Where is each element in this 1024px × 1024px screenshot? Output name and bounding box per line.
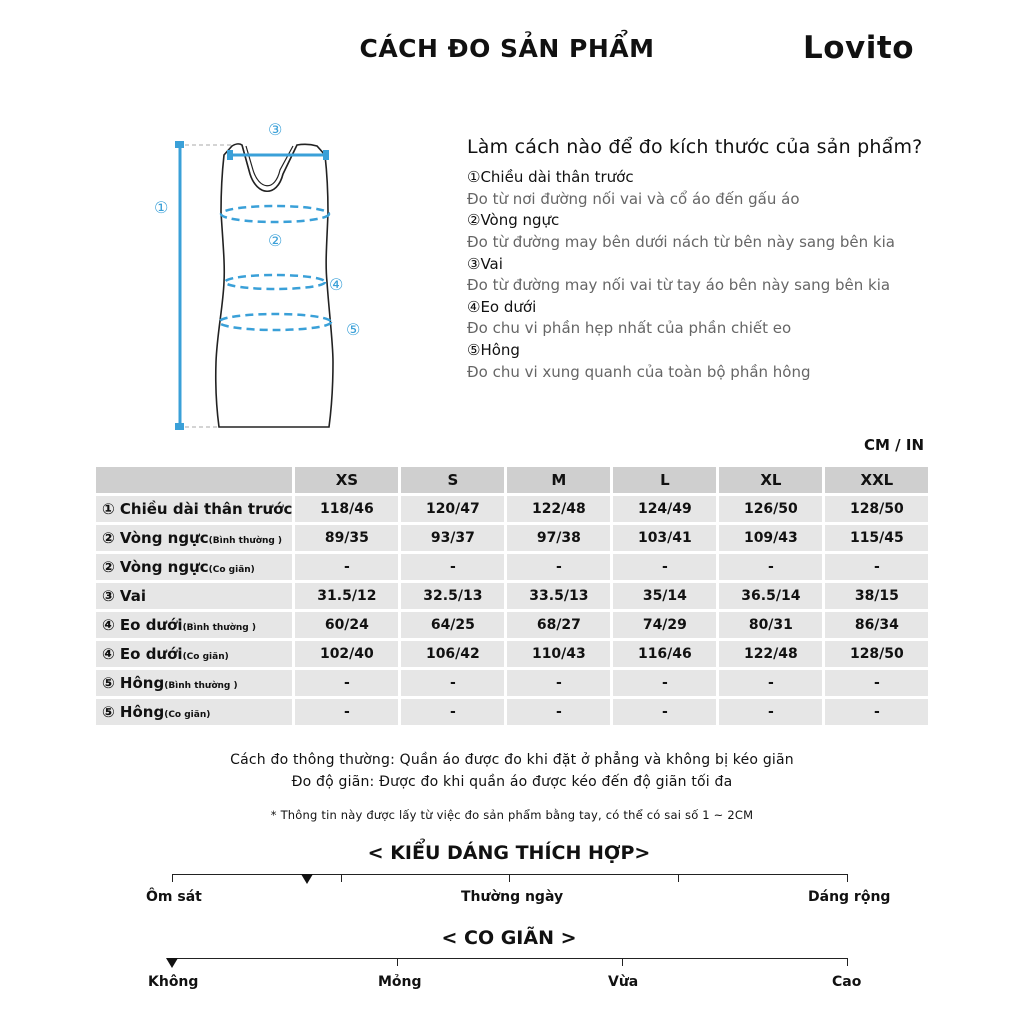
row-label [96, 699, 292, 725]
row-label-suffix: (Bình thường ) [182, 623, 256, 633]
size-cell: - [401, 554, 504, 580]
row-label-text: ④ Eo dưới [102, 616, 183, 634]
size-cell: 118/46 [295, 496, 398, 522]
brand-logo: Lovito [803, 30, 915, 66]
size-cell: - [507, 670, 610, 696]
size-cell: 122/48 [719, 641, 822, 667]
row-label-suffix: (Co giãn) [182, 652, 229, 662]
size-cell: 126/50 [719, 496, 822, 522]
how-to-question: Làm cách nào để đo kích thước của sản phẩm? [467, 136, 923, 158]
size-cell: 68/27 [507, 612, 610, 638]
size-cell: - [295, 670, 398, 696]
row-label-text: ⑤ Hông [102, 674, 165, 692]
size-cell: 60/24 [295, 612, 398, 638]
measure-desc-hip: Đo chu vi xung quanh của toàn bộ phần hông [467, 363, 811, 381]
size-header: M [507, 467, 610, 493]
size-cell: - [401, 670, 504, 696]
row-label-suffix: (Bình thường ) [208, 536, 283, 546]
row-label [96, 496, 292, 522]
row-label [96, 554, 292, 580]
size-cell: 33.5/13 [507, 583, 610, 609]
size-cell: 35/14 [613, 583, 716, 609]
table-row [96, 612, 928, 638]
size-cell: 109/43 [719, 525, 822, 551]
fit-scale-tick [509, 874, 510, 882]
size-cell: - [613, 699, 716, 725]
size-header: XXL [825, 467, 928, 493]
fit-scale-tick [172, 874, 173, 882]
size-cell: - [507, 699, 610, 725]
row-label-text: ⑤ Hông [102, 703, 165, 721]
size-header: XL [719, 467, 822, 493]
size-header: S [401, 467, 504, 493]
row-label-text: ① Chiều dài thân trước [102, 500, 293, 518]
size-cell: 74/29 [613, 612, 716, 638]
size-header: XS [295, 467, 398, 493]
stretch-scale-tick [622, 958, 623, 966]
stretch-label-none: Không [148, 974, 199, 990]
size-cell: 89/35 [295, 525, 398, 551]
stretch-label-thin: Mỏng [378, 974, 422, 990]
note-normal-measure: Cách đo thông thường: Quần áo được đo khi đặt ở phẳng và không bị kéo giãn [230, 752, 794, 768]
row-label [96, 641, 292, 667]
size-cell: 32.5/13 [401, 583, 504, 609]
row-label [96, 583, 292, 609]
table-row [96, 641, 928, 667]
fit-scale-line [172, 874, 848, 875]
size-cell: 116/46 [613, 641, 716, 667]
fit-scale-tick [847, 874, 848, 882]
dress-measurement-diagram [135, 112, 375, 442]
row-label-suffix: (Co giãn) [164, 710, 211, 720]
row-label [96, 525, 292, 551]
size-cell: - [295, 699, 398, 725]
stretch-scale-line [172, 958, 848, 959]
note-disclaimer: * Thông tin này được lấy từ việc đo sản phẩm bằng tay, có thể có sai số 1 ~ 2CM [270, 808, 754, 822]
size-cell: 31.5/12 [295, 583, 398, 609]
size-cell: 110/43 [507, 641, 610, 667]
size-table-body [96, 496, 928, 725]
size-cell: 115/45 [825, 525, 928, 551]
table-row [96, 583, 928, 609]
size-cell: 36.5/14 [719, 583, 822, 609]
size-cell: - [613, 670, 716, 696]
size-cell: 38/15 [825, 583, 928, 609]
label-hip: ⑤ [346, 320, 361, 339]
size-cell: - [719, 554, 822, 580]
note-stretch-measure: Đo độ giãn: Được đo khi quần áo được kéo đến độ giãn tối đa [291, 774, 733, 790]
fit-scale-title: < KIỂU DÁNG THÍCH HỢP> [367, 842, 651, 864]
size-cell: 120/47 [401, 496, 504, 522]
row-label-suffix: (Bình thường ) [164, 681, 238, 691]
size-cell: 80/31 [719, 612, 822, 638]
stretch-scale-title: < CO GIÃN > [441, 927, 577, 949]
size-header-row [96, 467, 928, 493]
table-row [96, 554, 928, 580]
size-cell: 64/25 [401, 612, 504, 638]
page-title: CÁCH ĐO SẢN PHẨM [359, 34, 655, 63]
label-chest: ② [268, 231, 283, 250]
stretch-scale-tick [847, 958, 848, 966]
size-cell: 122/48 [507, 496, 610, 522]
size-cell: - [295, 554, 398, 580]
table-corner [96, 467, 292, 493]
dress-outline-illustration [135, 112, 375, 442]
measure-heading-shoulder: ③Vai [467, 255, 503, 273]
row-label-text: ③ Vai [102, 587, 146, 605]
stretch-scale-tick [397, 958, 398, 966]
table-row [96, 699, 928, 725]
size-cell: 86/34 [825, 612, 928, 638]
size-cell: 106/42 [401, 641, 504, 667]
size-cell: 128/50 [825, 641, 928, 667]
table-row [96, 670, 928, 696]
row-label [96, 612, 292, 638]
size-cell: - [719, 699, 822, 725]
label-waist: ④ [329, 275, 344, 294]
size-cell: 124/49 [613, 496, 716, 522]
size-header: L [613, 467, 716, 493]
fit-scale-tick [678, 874, 679, 882]
table-row [96, 496, 928, 522]
measure-desc-shoulder: Đo từ đường may nối vai từ tay áo bên này sang bên kia [467, 276, 891, 294]
stretch-scale-marker [166, 958, 178, 968]
label-length: ① [154, 198, 169, 217]
stretch-label-medium: Vừa [608, 974, 639, 990]
measure-desc-length: Đo từ nơi đường nối vai và cổ áo đến gấu áo [467, 190, 800, 208]
measure-heading-hip: ⑤Hông [467, 341, 520, 359]
size-table [93, 464, 931, 728]
fit-label-slim: Ôm sát [146, 889, 202, 905]
size-cell: 128/50 [825, 496, 928, 522]
fit-label-loose: Dáng rộng [808, 889, 891, 905]
row-label-text: ② Vòng ngực [102, 558, 209, 576]
size-cell: - [613, 554, 716, 580]
measure-heading-chest: ②Vòng ngực [467, 211, 560, 229]
size-cell: - [825, 670, 928, 696]
table-row [96, 525, 928, 551]
size-cell: - [825, 699, 928, 725]
fit-label-regular: Thường ngày [461, 889, 564, 905]
size-cell: 103/41 [613, 525, 716, 551]
fit-scale-tick [341, 874, 342, 882]
unit-label: CM / IN [864, 436, 924, 454]
size-cell: - [719, 670, 822, 696]
size-cell: - [825, 554, 928, 580]
measure-heading-length: ①Chiều dài thân trước [467, 168, 634, 186]
size-cell: - [401, 699, 504, 725]
row-label-suffix: (Co giãn) [208, 565, 255, 575]
size-cell: 97/38 [507, 525, 610, 551]
size-cell: 102/40 [295, 641, 398, 667]
row-label-text: ② Vòng ngực [102, 529, 209, 547]
row-label-text: ④ Eo dưới [102, 645, 183, 663]
measure-heading-waist: ④Eo dưới [467, 298, 537, 316]
stretch-label-high: Cao [832, 974, 862, 990]
row-label [96, 670, 292, 696]
measure-desc-chest: Đo từ đường may bên dưới nách từ bên này sang bên kia [467, 233, 895, 251]
label-shoulder: ③ [268, 120, 283, 139]
size-cell: 93/37 [401, 525, 504, 551]
size-cell: - [507, 554, 610, 580]
fit-scale-marker [301, 874, 313, 884]
measure-desc-waist: Đo chu vi phần hẹp nhất của phần chiết eo [467, 319, 792, 337]
